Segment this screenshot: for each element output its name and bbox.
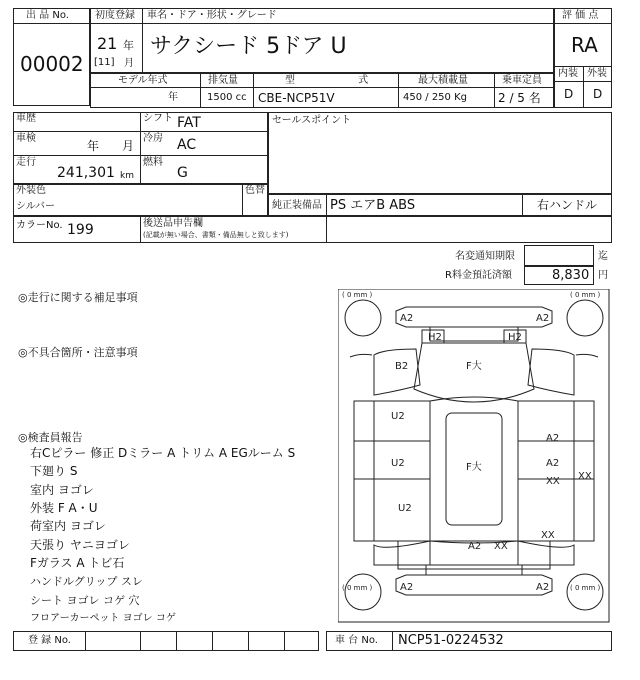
exterior-color-label: 外装色	[16, 185, 46, 196]
registration-year: 21	[97, 34, 118, 53]
mileage-label: 走行	[16, 157, 36, 168]
inspector-note: 外装 F A・U	[30, 501, 98, 515]
air-conditioning: AC	[177, 137, 197, 153]
registration-month-unit: 月	[124, 58, 134, 69]
inspector-note: 荷室内 ヨゴレ	[30, 519, 106, 533]
capacity: 2 / 5 名	[498, 91, 541, 105]
inspector-note: シート ヨゴレ コゲ 穴	[30, 594, 140, 607]
deadline-unit: 迄	[598, 251, 608, 262]
inspection-month-unit: 月	[122, 139, 135, 153]
tire-front-left-icon	[345, 300, 381, 336]
inspection-label: 車検	[16, 133, 36, 144]
chassis-number: NCP51-0224532	[398, 633, 504, 648]
max-load-label: 最大積載量	[418, 75, 468, 86]
sales-point-label: セールスポイント	[272, 115, 352, 126]
fuel-type: G	[177, 165, 188, 181]
tire-rear-right-icon	[567, 574, 603, 610]
tire-front-right-icon	[567, 300, 603, 336]
displacement-label: 排気量	[208, 75, 238, 86]
equipment: PS エアB ABS	[330, 198, 416, 213]
damage-mark: XX	[578, 471, 592, 482]
interior-grade: D	[564, 87, 574, 101]
registration-year-unit: 年	[123, 39, 134, 52]
defects-heading: ◎不具合箇所・注意事項	[18, 346, 138, 359]
inspector-note: 室内 ヨゴレ	[30, 483, 94, 497]
ac-label: 冷房	[143, 133, 163, 144]
inspector-note: 右Cピラー 修正 Dミラー A トリム A EGルーム S	[30, 446, 296, 460]
damage-mark: A2	[400, 313, 414, 324]
documents-label: 後送品申告欄	[143, 218, 203, 229]
damage-mark: U2	[391, 411, 405, 422]
history-label: 車歴	[16, 113, 36, 124]
steering-side: 右ハンドル	[537, 198, 598, 212]
exterior-color: シルバー	[16, 201, 56, 212]
inspection-year-unit: 年	[87, 139, 100, 153]
chassis-number-label: 車 台 No.	[335, 635, 378, 646]
repaint-label: 色替	[245, 185, 265, 196]
shift-label: シフト	[143, 113, 173, 124]
name-change-deadline-label: 名変通知期限	[455, 251, 515, 262]
color-number-box	[13, 216, 612, 243]
damage-mark: A2	[468, 541, 482, 552]
damage-mark: A2	[400, 582, 414, 593]
registration-number-label: 登 録 No.	[28, 635, 71, 646]
model-year-unit: 年	[168, 92, 178, 103]
overall-score: RA	[571, 33, 598, 57]
recycle-fee-label: R料金預託済額	[445, 270, 512, 281]
damage-mark: F大	[466, 361, 482, 372]
equipment-label: 純正装備品	[272, 200, 322, 211]
type-label: 型 式	[285, 75, 399, 86]
damage-mark: XX	[541, 530, 555, 541]
damage-mark: H2	[508, 332, 522, 343]
fuel-label: 燃料	[143, 157, 163, 168]
car-name-label: 車名・ドア・形状・グレード	[147, 10, 277, 21]
damage-mark: A2	[546, 433, 560, 444]
mileage: 241,301	[57, 165, 115, 181]
mileage-unit: km	[120, 171, 134, 181]
max-load: 450 / 250 Kg	[403, 92, 467, 103]
inspector-note: ハンドルグリップ スレ	[30, 575, 143, 588]
inspector-report-heading: ◎検査員報告	[18, 431, 83, 444]
tire-rear-left-icon	[345, 574, 381, 610]
damage-mark: H2	[428, 332, 442, 343]
color-number-label: カラーNo.	[16, 220, 63, 231]
tire-tag: ( 0 mm )	[570, 291, 601, 299]
damage-mark: B2	[395, 361, 409, 372]
score-label: 評 価 点	[562, 10, 599, 21]
tire-tag: ( 0 mm )	[342, 584, 373, 592]
damage-mark: XX	[494, 541, 508, 552]
lot-number: 00002	[20, 52, 84, 76]
color-number: 199	[67, 222, 94, 238]
inspector-note: 天張り ヤニヨゴレ	[30, 538, 130, 552]
exterior-grade: D	[593, 87, 603, 101]
damage-mark: A2	[546, 458, 560, 469]
damage-mark: A2	[536, 313, 550, 324]
tire-tag: ( 0 mm )	[570, 584, 601, 592]
model-year-label: モデル年式	[118, 75, 168, 86]
registration-month: [11]	[94, 57, 115, 68]
recycle-fee-unit: 円	[598, 270, 608, 281]
driving-notes-heading: ◎走行に関する補足事項	[18, 291, 138, 304]
car-name: サクシード 5ドア U	[150, 34, 347, 59]
name-change-deadline-field	[524, 245, 594, 266]
recycle-fee-amount: 8,830	[552, 268, 590, 283]
damage-mark: U2	[398, 503, 412, 514]
damage-mark: U2	[391, 458, 405, 469]
displacement: 1500 cc	[207, 92, 247, 103]
documents-note: (記載が無い場合、書類・備品無しと致します)	[143, 231, 289, 239]
damage-mark: F大	[466, 462, 482, 473]
capacity-label: 乗車定員	[502, 75, 542, 86]
lot-number-label: 出 品 No.	[26, 10, 69, 21]
exterior-grade-label: 外装	[587, 68, 607, 79]
damage-mark: A2	[536, 582, 550, 593]
model-type: CBE-NCP51V	[258, 91, 335, 105]
car-damage-diagram	[338, 289, 610, 623]
inspector-note: Fガラス A トビ石	[30, 556, 125, 570]
inspector-note: 下廻り S	[30, 464, 78, 478]
tire-tag: ( 0 mm )	[342, 291, 373, 299]
damage-mark: XX	[546, 476, 560, 487]
shift: FAT	[177, 115, 201, 131]
first-registration-label: 初度登録	[95, 10, 135, 21]
inspector-note: フロアーカーペット ヨゴレ コゲ	[30, 613, 176, 624]
interior-grade-label: 内装	[558, 68, 578, 79]
